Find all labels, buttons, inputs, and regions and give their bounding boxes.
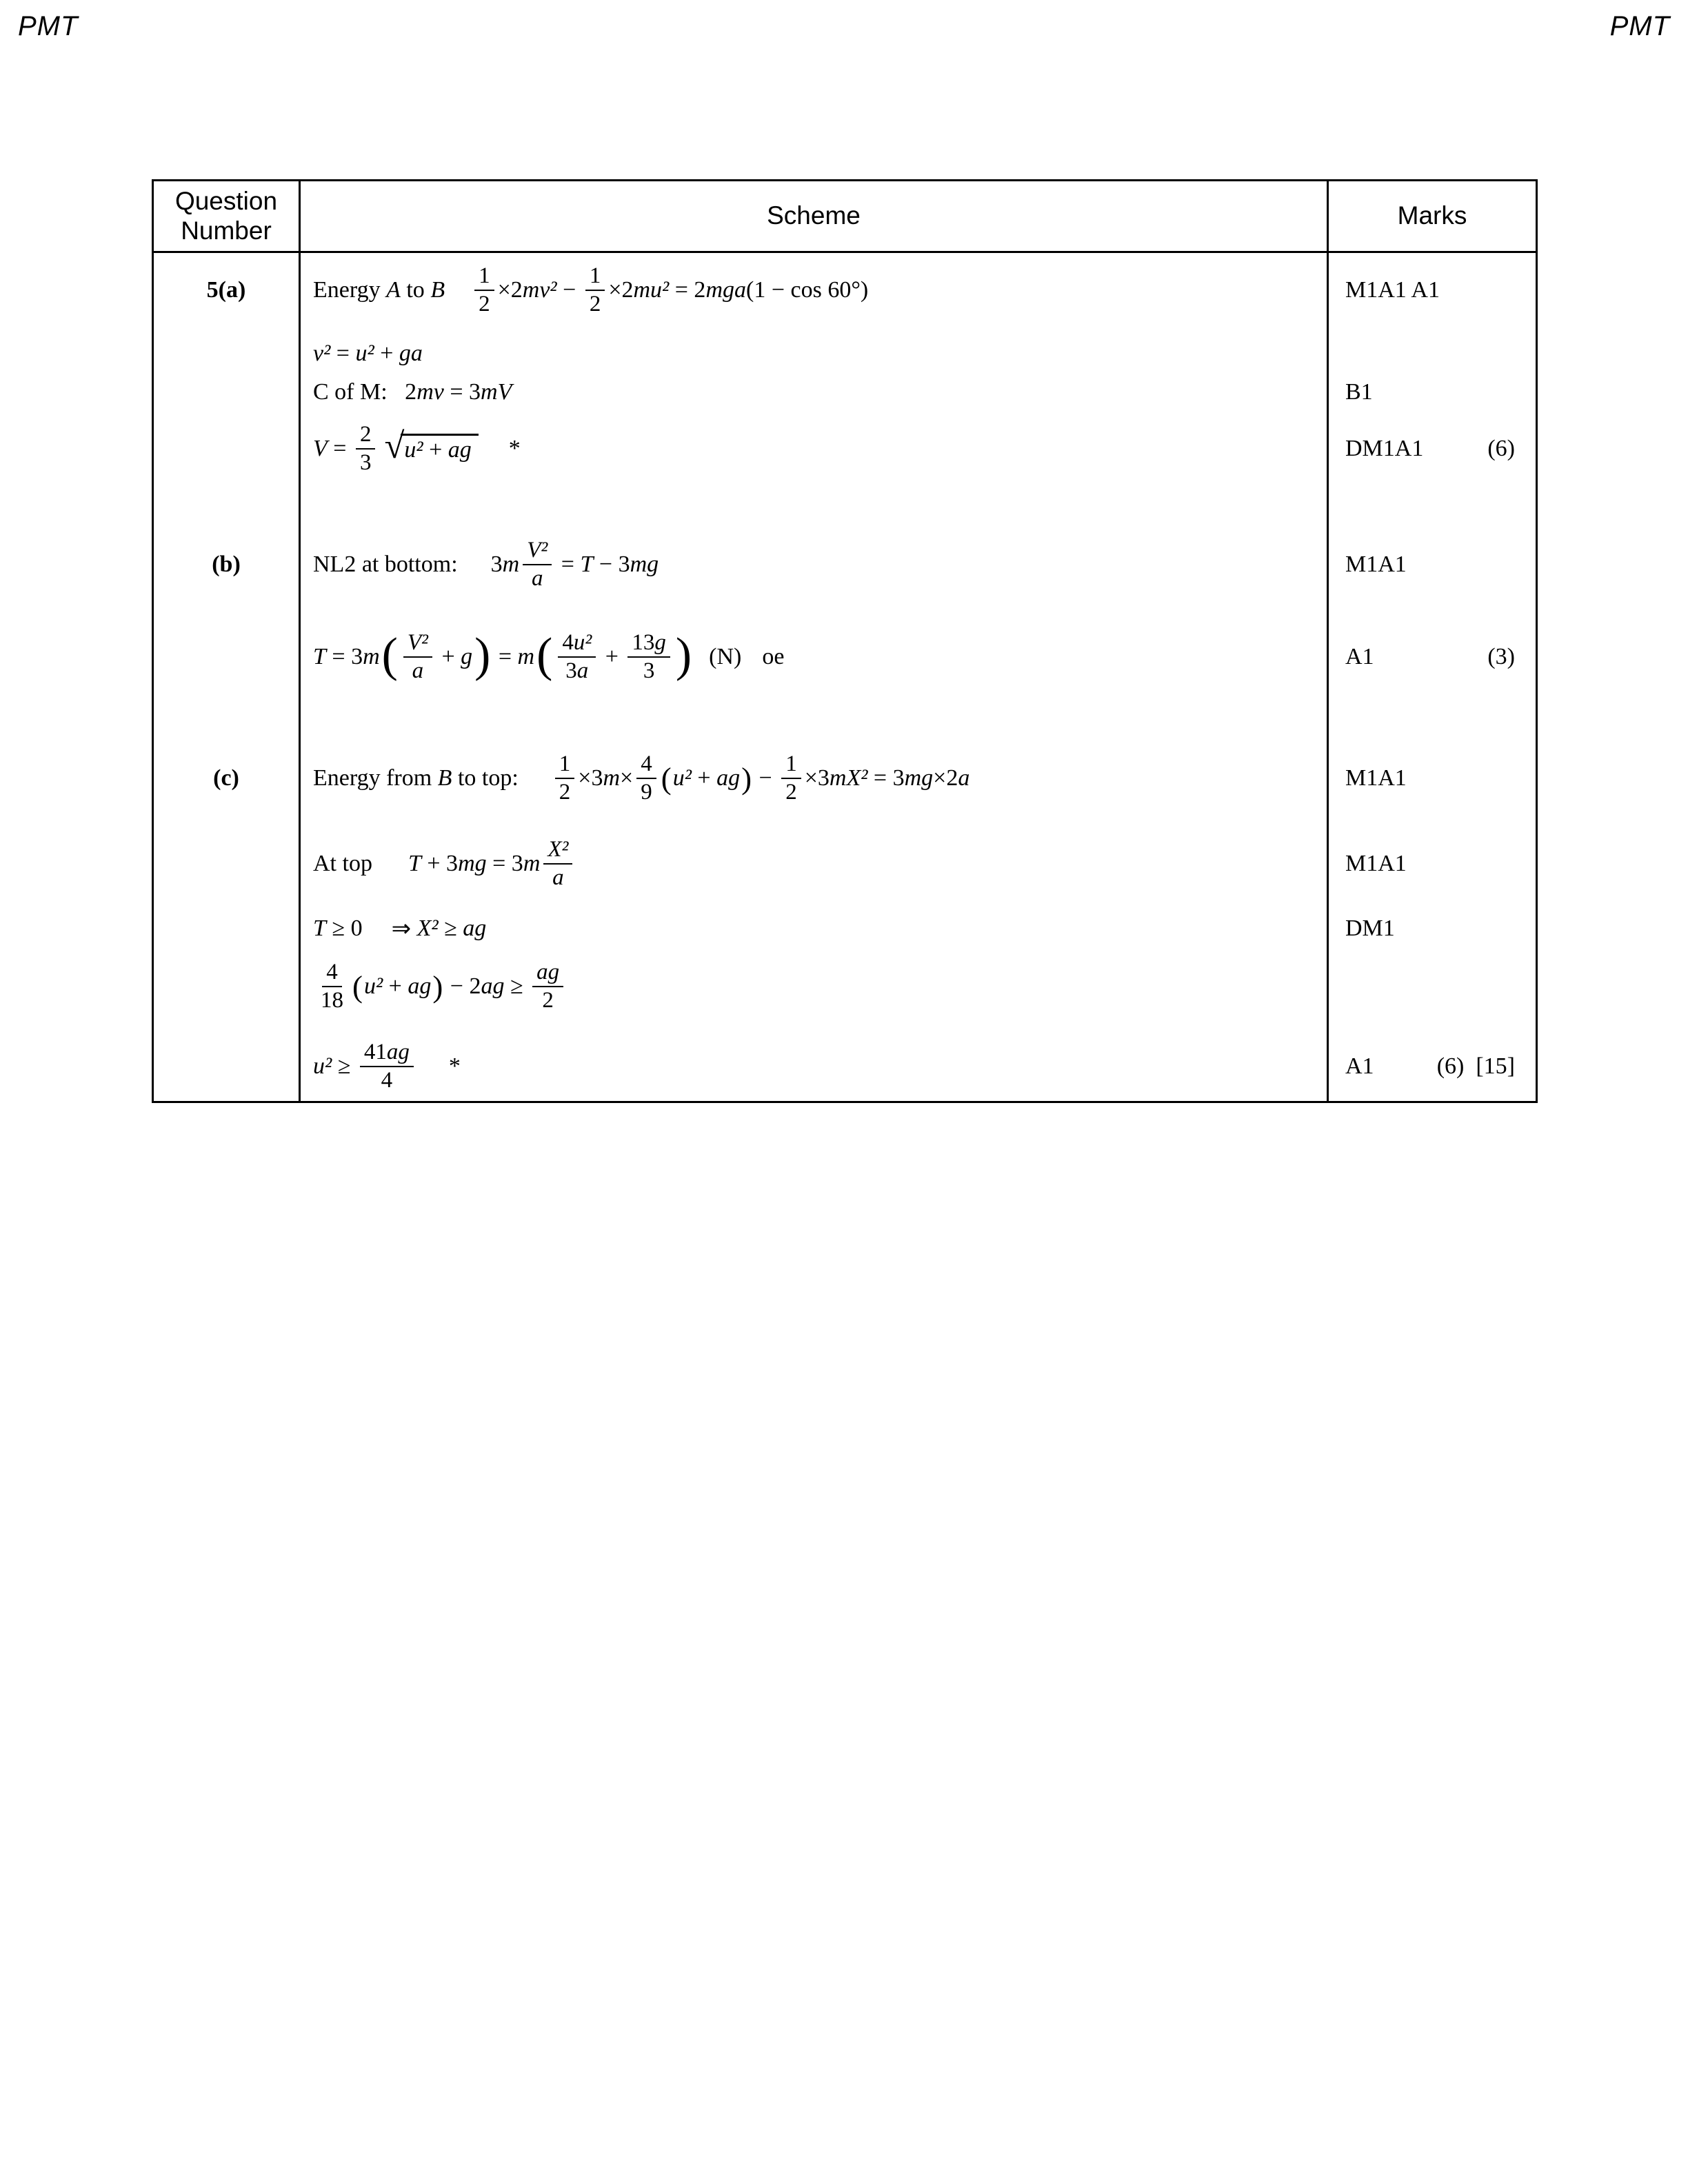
numerator <box>558 629 596 658</box>
math-token: Energy <box>313 277 387 303</box>
fraction <box>474 263 494 318</box>
marks-entry <box>1329 916 1536 942</box>
marks-left: M1A1 A1 <box>1345 277 1440 303</box>
math-token: a <box>532 566 543 591</box>
scheme-line <box>313 421 521 476</box>
numerator <box>403 629 432 658</box>
math-token: ( <box>381 628 398 682</box>
scheme-line <box>313 1039 461 1094</box>
math-token: mv <box>416 379 444 405</box>
fraction <box>627 629 670 685</box>
math-token: 41 <box>363 1040 387 1065</box>
math-token: m <box>363 644 380 669</box>
numerator <box>636 751 656 779</box>
denominator <box>555 779 575 806</box>
table-body <box>154 253 1536 1101</box>
math-token: * <box>448 1053 461 1079</box>
math-token: ) <box>432 969 443 1004</box>
scheme-line <box>313 959 567 1014</box>
math-token: mg <box>630 552 659 577</box>
math-token: ag <box>448 437 472 463</box>
math-token: m <box>523 851 541 876</box>
marks-left: M1A1 <box>1345 765 1407 791</box>
numerator <box>781 751 801 779</box>
scheme-line <box>313 751 969 806</box>
math-token: 3 <box>359 450 372 475</box>
math-token: 2 <box>589 292 601 316</box>
math-token: + <box>423 437 448 463</box>
math-token: = <box>330 341 356 366</box>
fraction <box>543 836 572 891</box>
math-token: = 3 <box>325 644 363 669</box>
denominator <box>474 291 494 318</box>
math-token: mg <box>458 851 487 876</box>
question-label-c: (c) <box>213 765 239 791</box>
denominator <box>548 865 568 891</box>
fraction <box>558 629 596 685</box>
denominator <box>585 291 605 318</box>
math-token: 2 <box>359 422 372 447</box>
fraction <box>360 1039 414 1094</box>
math-token: mg <box>904 765 934 791</box>
math-token: ≥ <box>438 916 463 941</box>
math-token: ag <box>408 973 432 999</box>
math-token: mu² <box>633 277 670 303</box>
math-token: 2 <box>542 988 554 1013</box>
scheme-line <box>313 915 486 942</box>
math-token: 4 <box>381 1068 393 1093</box>
math-token: ×3 <box>578 765 603 791</box>
math-token: ) <box>474 628 491 682</box>
math-token: Energy from <box>313 765 438 791</box>
math-token: = 3 <box>867 765 905 791</box>
math-token: 1 <box>479 263 490 289</box>
math-token: u² <box>355 341 374 366</box>
denominator <box>316 987 348 1014</box>
denominator <box>377 1067 397 1094</box>
numerator <box>360 1039 414 1067</box>
math-token: At top <box>313 851 372 876</box>
numerator <box>543 836 572 865</box>
math-token: a <box>958 765 970 791</box>
math-token: ( <box>536 628 553 682</box>
math-token: mga <box>705 277 746 303</box>
fraction <box>403 629 432 685</box>
math-token: ×2 <box>933 765 958 791</box>
math-token: ( <box>661 760 672 796</box>
math-token: m <box>502 552 520 577</box>
math-token: 1 <box>559 751 571 777</box>
numerator <box>555 751 575 779</box>
math-token: 2 <box>785 780 797 805</box>
fraction <box>781 751 801 806</box>
math-token: ( <box>352 969 363 1004</box>
math-token: ) <box>741 760 752 796</box>
marks-left: M1A1 <box>1345 851 1407 876</box>
fraction <box>523 537 552 592</box>
marks-entry <box>1329 277 1536 303</box>
marks-left: DM1 <box>1345 916 1395 941</box>
math-token: T <box>313 644 326 669</box>
scheme-line <box>313 537 659 592</box>
math-token: = 3 <box>486 851 523 876</box>
marks-left: A1 <box>1345 644 1374 669</box>
marks-entry <box>1329 765 1536 791</box>
math-token: g <box>654 630 666 656</box>
math-token: mv² <box>522 277 557 303</box>
math-token: + 3 <box>421 851 459 876</box>
math-token: u² <box>573 630 592 656</box>
math-token: 9 <box>641 780 652 805</box>
math-token: 4 <box>326 960 338 985</box>
math-token: − 3 <box>593 552 630 577</box>
marks-right: (6) <box>1487 436 1515 461</box>
math-token: ×2 <box>608 277 634 303</box>
marks-entry <box>1329 851 1536 877</box>
numerator <box>523 537 552 565</box>
math-token: (N) <box>709 644 742 669</box>
math-token: T <box>313 916 326 941</box>
numerator <box>356 421 376 449</box>
math-token: 4 <box>641 751 652 777</box>
marks-left: M1A1 <box>1345 552 1407 577</box>
math-token: ≥ <box>504 973 530 999</box>
math-token: ga <box>399 341 423 366</box>
math-token: = 3 <box>443 379 481 405</box>
math-token: ) <box>675 628 692 682</box>
header-marks: Marks <box>1397 201 1467 230</box>
math-token: 18 <box>321 988 343 1013</box>
math-token: u² <box>404 437 423 463</box>
math-token: + <box>374 341 399 366</box>
scheme-line <box>313 836 576 891</box>
math-token: V² <box>527 538 548 563</box>
math-token: u² <box>672 765 692 791</box>
spacer <box>694 657 709 658</box>
math-token: NL2 at bottom: <box>313 552 458 577</box>
math-token: a <box>412 658 424 683</box>
math-token: 3 <box>565 658 577 683</box>
math-token: ≥ <box>332 1053 356 1079</box>
math-token: = 2 <box>669 277 706 303</box>
denominator <box>781 779 801 806</box>
denominator <box>639 658 659 685</box>
math-token: a <box>552 865 564 890</box>
math-token: 1 <box>785 751 797 777</box>
math-token: ag <box>463 916 487 941</box>
math-token: mX² <box>829 765 868 791</box>
math-token: X² <box>547 837 569 862</box>
fraction <box>585 263 605 318</box>
scheme-line <box>313 341 423 367</box>
math-token: u² <box>363 973 383 999</box>
spacer <box>741 657 762 658</box>
math-token: T <box>580 552 594 577</box>
math-token: 3 <box>643 658 655 683</box>
marks-entry <box>1329 552 1536 578</box>
fraction <box>555 751 575 806</box>
math-token: T <box>408 851 421 876</box>
math-token: − <box>753 765 778 791</box>
radicand <box>401 434 478 463</box>
denominator <box>528 565 547 592</box>
marks-entry <box>1329 644 1536 670</box>
math-token: − <box>556 277 582 303</box>
header-question-number: Question Number <box>154 181 301 251</box>
math-token: X² <box>416 916 439 941</box>
math-token: + <box>435 644 461 669</box>
marks-right: (3) <box>1487 644 1515 669</box>
square-root <box>384 425 478 467</box>
marks-left: B1 <box>1345 379 1373 405</box>
math-token: B <box>437 765 452 791</box>
math-token: ag <box>481 973 505 999</box>
mark-scheme-table <box>152 179 1538 1103</box>
math-token: v² <box>313 341 331 366</box>
fraction <box>356 421 376 476</box>
math-token: 3 <box>490 552 503 577</box>
math-token: * <box>508 436 521 461</box>
table-header-row <box>154 181 1536 253</box>
math-token: ag <box>386 1040 410 1065</box>
math-token: − 2 <box>444 973 481 999</box>
math-token: = <box>492 644 518 669</box>
fraction <box>636 751 656 806</box>
column-divider <box>299 253 301 1101</box>
scheme-line <box>313 379 512 405</box>
numerator <box>532 959 563 987</box>
math-token: + <box>691 765 717 791</box>
math-token: oe <box>762 644 785 669</box>
spacer <box>519 778 552 779</box>
marks-entry <box>1329 379 1536 405</box>
denominator <box>356 449 376 476</box>
spacer <box>445 290 471 291</box>
math-token: mV <box>481 379 512 405</box>
denominator <box>561 658 592 685</box>
math-token: = <box>555 552 581 577</box>
math-token: B <box>430 277 445 303</box>
header-scheme: Scheme <box>301 181 1329 251</box>
marks-entry <box>1329 436 1536 462</box>
math-token: 1 <box>589 263 601 289</box>
math-token: A <box>386 277 401 303</box>
pmt-watermark-left: PMT <box>18 11 79 41</box>
math-token: C of M: 2 <box>313 379 417 405</box>
radical-icon: √ <box>384 425 405 466</box>
math-token: 4 <box>562 630 574 656</box>
scheme-line <box>313 629 784 685</box>
math-token: ≥ 0 <box>325 916 363 941</box>
pmt-watermark-right: PMT <box>1609 11 1670 41</box>
numerator <box>474 263 494 291</box>
math-token: 13 <box>632 630 655 656</box>
marks-right: (6) [15] <box>1436 1053 1515 1079</box>
math-token: V² <box>407 630 428 656</box>
question-label-b: (b) <box>212 552 241 577</box>
math-token: 2 <box>559 780 571 805</box>
numerator <box>322 959 342 987</box>
math-token: 2 <box>479 292 490 316</box>
numerator <box>627 629 670 658</box>
math-token: × <box>620 765 634 791</box>
fraction <box>316 959 348 1014</box>
math-token: ag <box>716 765 741 791</box>
marks-left: A1 <box>1345 1053 1374 1079</box>
math-token: + <box>599 644 625 669</box>
denominator <box>408 658 428 685</box>
math-token: ×2 <box>497 277 523 303</box>
marks-left: DM1A1 <box>1345 436 1424 461</box>
math-token: m <box>603 765 621 791</box>
spacer <box>372 864 408 865</box>
math-token: ag <box>536 960 560 985</box>
math-token: u² <box>313 1053 332 1079</box>
math-token: ⇒ <box>391 916 417 942</box>
math-token: m <box>517 644 535 669</box>
math-token: a <box>576 658 589 683</box>
math-token: to <box>400 277 431 303</box>
denominator <box>538 987 558 1014</box>
math-token: g <box>461 644 473 669</box>
math-token: + <box>383 973 408 999</box>
math-token: (1 − cos 60°) <box>746 277 869 303</box>
scheme-line <box>313 263 868 318</box>
denominator <box>636 779 656 806</box>
numerator <box>585 263 605 291</box>
question-label-5a: 5(a) <box>206 277 246 303</box>
math-token: = <box>327 436 352 461</box>
math-token: ×3 <box>804 765 830 791</box>
marks-entry <box>1329 1053 1536 1080</box>
math-token: V <box>313 436 328 461</box>
fraction <box>532 959 563 1014</box>
spacer <box>417 1066 449 1067</box>
math-token: to top: <box>452 765 519 791</box>
